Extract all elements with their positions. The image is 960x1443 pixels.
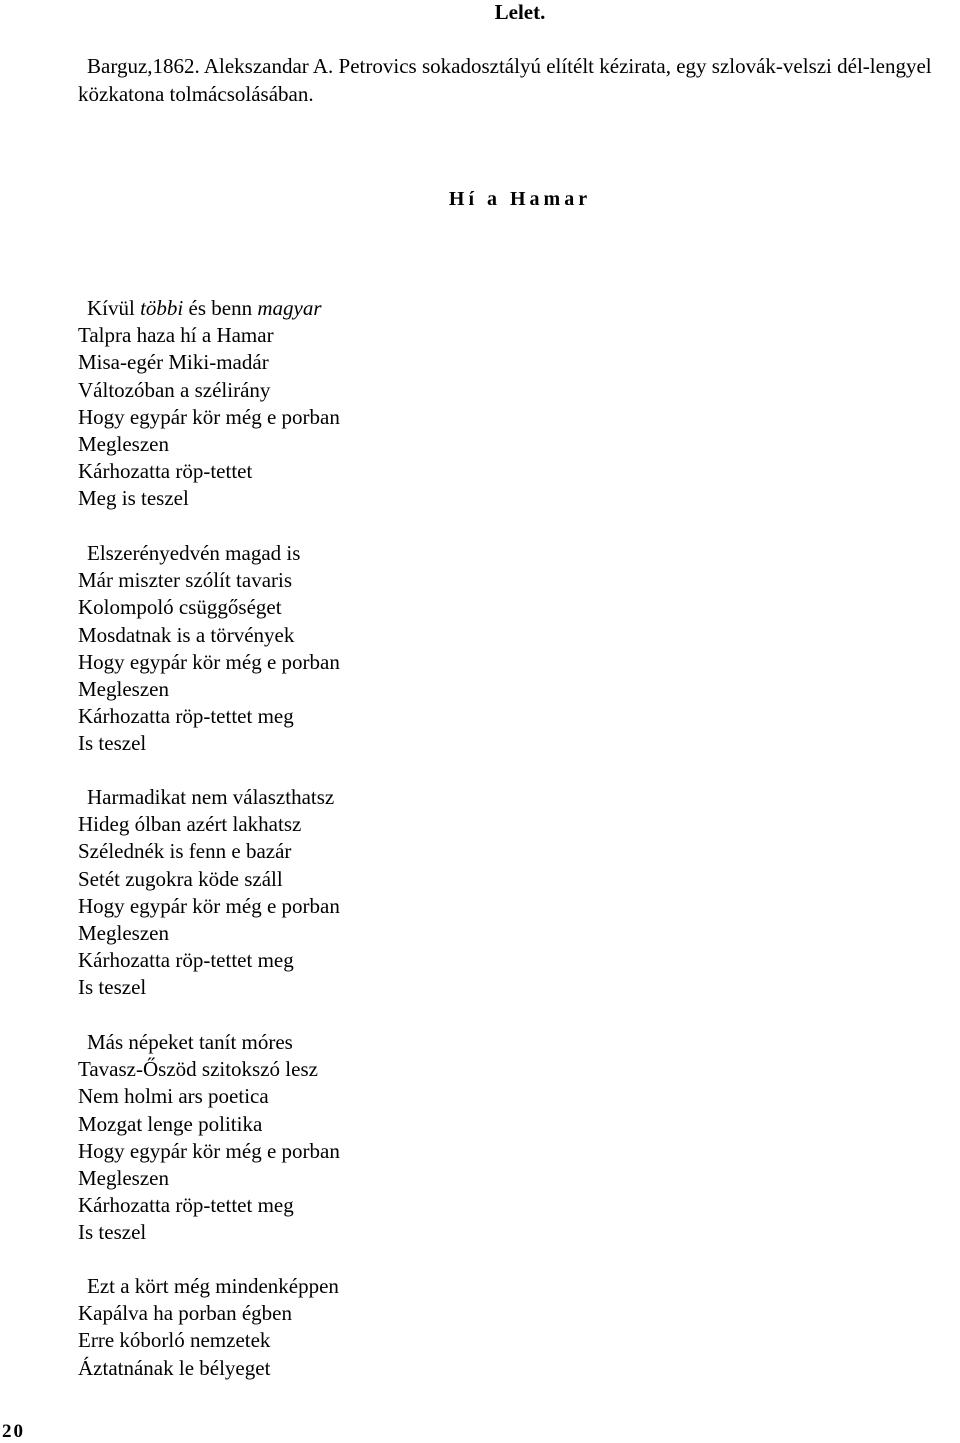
poem-line: Ezt a kört még mindenképpen [87, 1274, 339, 1298]
poem-line: Setét zugokra köde száll [78, 866, 283, 891]
italic-word: többi [140, 296, 184, 320]
poem-line: Is teszel [78, 731, 147, 756]
poem-line: Erre kóborló nemzetek [78, 1328, 271, 1353]
poem-line: Elszerényedvén magad is [87, 541, 301, 565]
poem-line: Kapálva ha porban égben [78, 1301, 292, 1326]
poem-line: Áztatnának le bélyeget [78, 1355, 271, 1380]
stanza-3 [78, 784, 678, 1002]
stanza-2 [78, 540, 678, 758]
poem-line: Változóban a szélirány [78, 377, 271, 402]
stanza-1 [78, 295, 678, 513]
page-title: Lelet. [494, 0, 546, 24]
poem-line: Megleszen [78, 432, 169, 457]
poem-title: Hí a Hamar [448, 188, 592, 210]
poem-line: Kárhozatta röp-tettet meg [78, 704, 294, 729]
poem-line: Kárhozatta röp-tettet [78, 459, 253, 484]
poem-line: Is teszel [78, 1220, 147, 1245]
poem-line: Mozgat lenge politika [78, 1111, 263, 1136]
poem-line: Már miszter szólít tavaris [78, 568, 293, 593]
poem-line: Hideg ólban azért lakhatsz [78, 812, 302, 837]
poem-line: Misa-egér Miki-madár [78, 350, 269, 375]
stanza-4 [78, 1029, 678, 1247]
poem-line: Tavasz-Őszöd szitokszó lesz [78, 1057, 318, 1082]
poem-line: Hogy egypár kör még e porban [78, 893, 340, 918]
poem-line: Megleszen [78, 921, 169, 946]
poem-line: Hogy egypár kör még e porban [78, 649, 340, 674]
poem-line [78, 295, 678, 322]
poem-line: Is teszel [78, 975, 147, 1000]
line-text: és benn [183, 296, 258, 320]
intro-paragraph: Barguz,1862. Alekszandar A. Petrovics sokadosztályú elítélt kézirata, egy szlovák-velszi dél-lengyel közkatona tolmácsolásában. [78, 54, 932, 106]
poem-line: Megleszen [78, 677, 169, 702]
line-text: Kívül [87, 296, 141, 320]
poem-line: Megleszen [78, 1166, 169, 1191]
stanza-5 [78, 1273, 678, 1382]
poem-line: Talpra haza hí a Hamar [78, 323, 274, 348]
poem-line: Kárhozatta röp-tettet meg [78, 948, 294, 973]
poem-line: Meg is teszel [78, 486, 189, 511]
poem-line: Kárhozatta röp-tettet meg [78, 1193, 294, 1218]
poem-line: Kolompoló csüggőséget [78, 595, 282, 620]
italic-word: magyar [257, 296, 322, 320]
poem-line: Szélednék is fenn e bazár [78, 839, 292, 864]
poem-line: Mosdatnak is a törvények [78, 622, 295, 647]
page-number: 20 [2, 1421, 25, 1442]
poem-line: Hogy egypár kör még e porban [78, 1138, 340, 1163]
poem-line: Más népeket tanít móres [87, 1030, 293, 1054]
poem-line: Harmadikat nem választhatsz [87, 785, 335, 809]
poem-line: Nem holmi ars poetica [78, 1084, 269, 1109]
poem-line: Hogy egypár kör még e porban [78, 404, 340, 429]
